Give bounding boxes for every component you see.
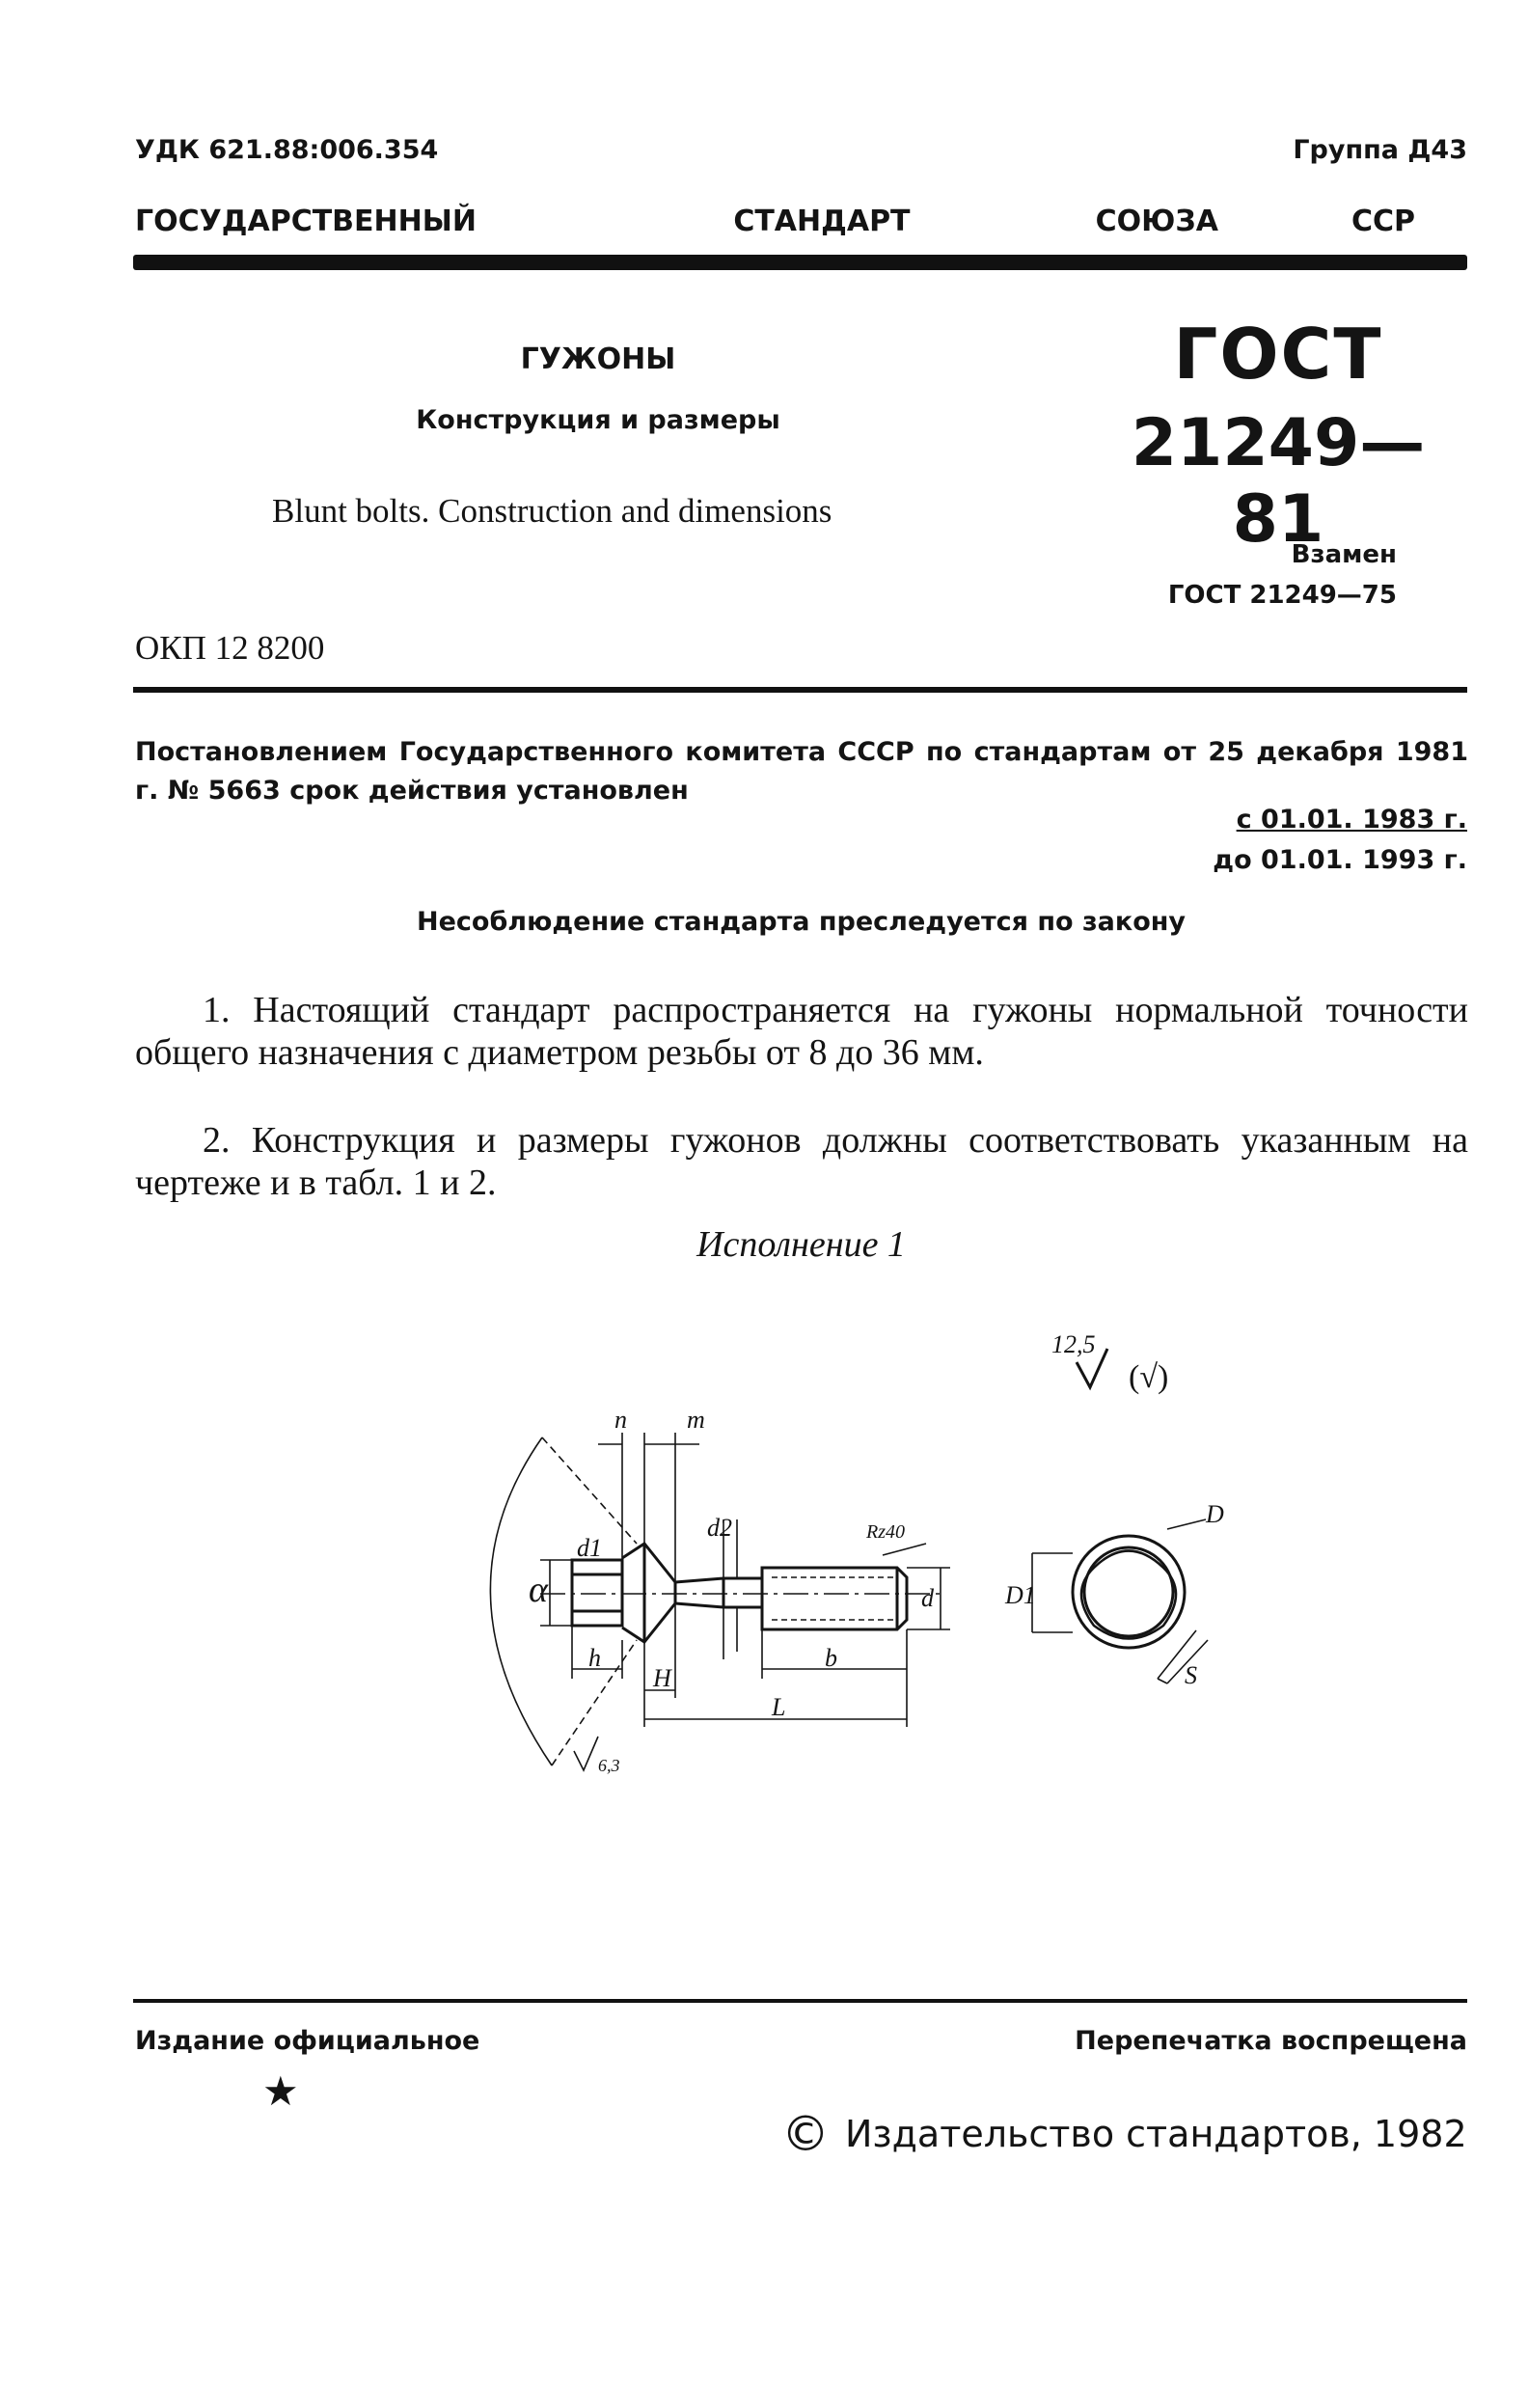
svg-text:L: L bbox=[772, 1693, 786, 1721]
noncompliance-notice: Несоблюдение стандарта преследуется по закону bbox=[416, 907, 1187, 937]
okp-code: ОКП 12 8200 bbox=[135, 629, 325, 667]
publisher-line bbox=[781, 2106, 1467, 2162]
svg-text:12,5: 12,5 bbox=[1051, 1330, 1096, 1358]
footer-rule bbox=[133, 1999, 1467, 2003]
state-word-3: СОЮЗА bbox=[1095, 205, 1218, 238]
svg-text:d2: d2 bbox=[707, 1514, 732, 1542]
header-rule bbox=[133, 255, 1467, 270]
paragraph-1: 1. Настоящий стандарт распространяется на гужоны нормальной точности общего назначения с диаметром резьбы от 8 до 36 мм. bbox=[135, 990, 1468, 1073]
svg-text:n: n bbox=[614, 1406, 627, 1434]
validity-from: с 01.01. 1983 г. bbox=[1236, 805, 1467, 835]
document-title: ГУЖОНЫ bbox=[520, 342, 676, 376]
edition-label: Издание официальное bbox=[135, 2026, 480, 2056]
svg-text:6,3: 6,3 bbox=[598, 1756, 620, 1775]
copyright-icon: © bbox=[781, 2106, 830, 2162]
state-word-4: ССР bbox=[1351, 205, 1416, 238]
replaces-standard: ГОСТ 21249—75 bbox=[1167, 581, 1397, 610]
dimension-lines bbox=[490, 1433, 950, 1770]
english-title: Blunt bolts. Construction and dimensions bbox=[272, 492, 832, 530]
gost-label: ГОСТ bbox=[1173, 314, 1383, 395]
svg-text:D: D bbox=[1206, 1500, 1224, 1528]
svg-text:H: H bbox=[653, 1664, 671, 1692]
svg-text:D1: D1 bbox=[1005, 1581, 1036, 1609]
end-view-labels bbox=[1004, 1500, 1224, 1689]
decree-text: Постановлением Государственного комитета СССР по стандартам от 25 декабря 1981 г. № 5663 срок действия установлен bbox=[135, 737, 1468, 806]
svg-text:S: S bbox=[1185, 1661, 1197, 1689]
gost-number: 21249—81 bbox=[1131, 405, 1426, 558]
paragraph-2: 2. Конструкция и размеры гужонов должны соответствовать указанным на чертеже и в табл. 1 и 2. bbox=[135, 1120, 1468, 1203]
svg-text:d: d bbox=[921, 1584, 934, 1612]
group-code: Группа Д43 bbox=[1293, 135, 1467, 165]
svg-text:b: b bbox=[825, 1644, 837, 1672]
svg-text:d1: d1 bbox=[577, 1534, 602, 1562]
reprint-notice: Перепечатка воспрещена bbox=[1075, 2026, 1467, 2056]
state-word-1: ГОСУДАРСТВЕННЫЙ bbox=[135, 205, 477, 238]
svg-text:h: h bbox=[588, 1644, 601, 1672]
svg-text:m: m bbox=[687, 1406, 705, 1434]
blunt-bolt-drawing bbox=[415, 1312, 1283, 1814]
bolt-end-view bbox=[1032, 1519, 1208, 1683]
svg-text:α: α bbox=[529, 1570, 548, 1610]
roughness-general-mark bbox=[1051, 1330, 1168, 1395]
svg-text:(√): (√) bbox=[1129, 1359, 1169, 1395]
document-subtitle: Конструкция и размеры bbox=[416, 405, 780, 435]
publisher-name: Издательство стандартов, 1982 bbox=[845, 2113, 1467, 2155]
drawing-caption: Исполнение 1 bbox=[696, 1224, 906, 1265]
star-icon: ★ bbox=[262, 2067, 299, 2115]
validity-to: до 01.01. 1993 г. bbox=[1213, 845, 1467, 875]
svg-text:Rz40: Rz40 bbox=[866, 1521, 905, 1543]
replaces-label: Взамен bbox=[1291, 540, 1397, 569]
udk-code: УДК 621.88:006.354 bbox=[135, 135, 439, 165]
state-standard-heading bbox=[135, 205, 1467, 238]
state-word-2: СТАНДАРТ bbox=[733, 205, 911, 238]
title-rule bbox=[133, 687, 1467, 693]
